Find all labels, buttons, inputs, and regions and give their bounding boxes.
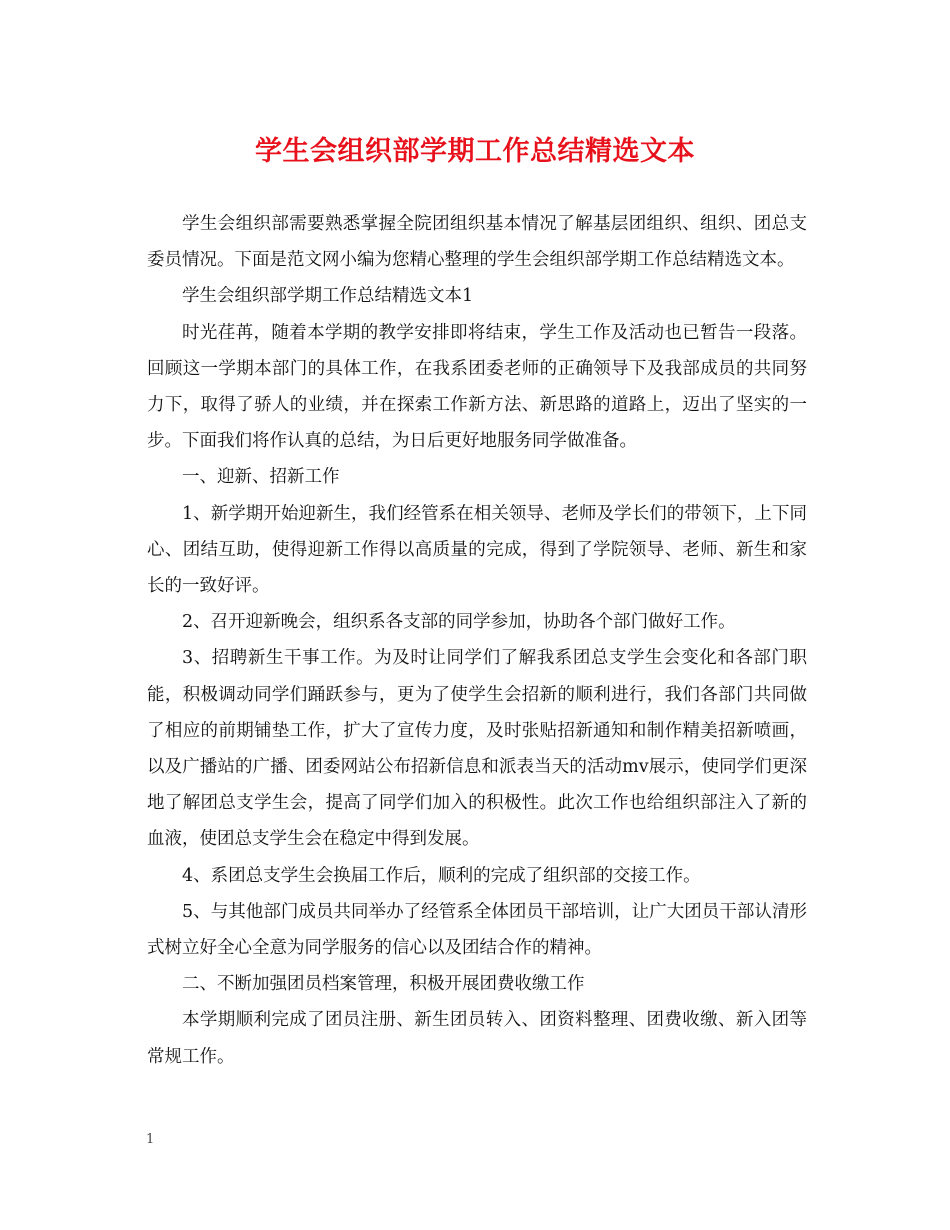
paragraph: 5、与其他部门成员共同举办了经管系全体团员干部培训，让广大团员干部认清形式树立好全心全意为同学服务的信心以及团结合作的精神。 [147,901,807,959]
paragraph: 2、召开迎新晚会，组织系各支部的同学参加，协助各个部门做好工作。 [182,612,736,633]
paragraph: 本学期顺利完成了团员注册、新生团员转入、团资料整理、团费收缴、新入团等常规工作。 [147,1010,807,1067]
document-body [147,206,807,1075]
paragraph: 时光荏苒，随着本学期的教学安排即将结束，学生工作及活动也已暂告一段落。回顾这一学期本部门的具体工作，在我系团委老师的正确领导下及我部成员的共同努力下，取得了骄人的业绩，并在探索工作新方法、新思路的道路上，迈出了坚实的一步。下面我们将作认真的总结，为日后更好地服务同学做准备。 [147,322,807,452]
section-heading: 学生会组织部学期工作总结精选文本1 [182,286,474,307]
intro-paragraph: 学生会组织部需要熟悉掌握全院团组织基本情况了解基层团组织、组织、团总支委员情况。下面是范文网小编为您精心整理的学生会组织部学期工作总结精选文本。 [147,214,807,271]
document-title: 学生会组织部学期工作总结精选文本 [255,136,695,167]
section-heading: 一、迎新、招新工作 [182,467,340,488]
paragraph: 1、新学期开始迎新生，我们经管系在相关领导、老师及学长们的带领下，上下同心、团结互助，使得迎新工作得以高质量的完成，得到了学院领导、老师、新生和家长的一致好评。 [147,503,807,597]
paragraph: 4、系团总支学生会换届工作后，顺利的完成了组织部的交接工作。 [182,865,701,886]
section-heading: 二、不断加强团员档案管理，积极开展团费收缴工作 [182,974,585,995]
paragraph: 3、招聘新生干事工作。为及时让同学们了解我系团总支学生会变化和各部门职能，积极调动同学们踊跃参与，更为了使学生会招新的顺利进行，我们各部门共同做了相应的前期铺垫工作，扩大了宣传力度，及时张贴招新通知和制作精美招新喷画，以及广播站的广播、团委网站公布招新信息和派表当天的活动mv展示，使同学们更深地了解团总支学生会，提高了同学们加入的积极性。此次工作也给组织部注入了新的血液，使团总支学生会在稳定中得到发展。 [147,648,807,850]
page-number: 1 [146,1132,155,1147]
